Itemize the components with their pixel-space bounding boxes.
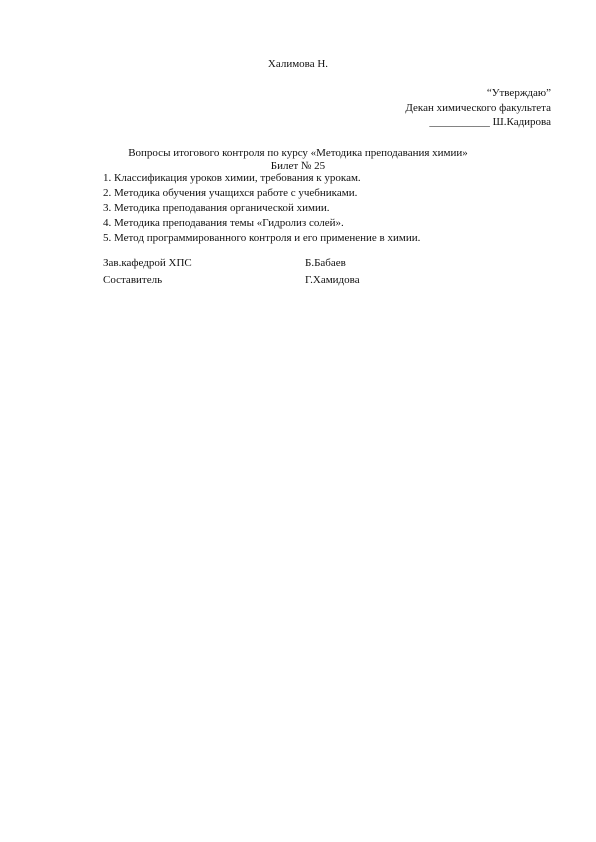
approval-block bbox=[405, 86, 551, 130]
approval-stamp: “Утверждаю” bbox=[486, 87, 551, 99]
document-heading bbox=[0, 146, 596, 172]
signature-row-head bbox=[103, 256, 503, 270]
question-list bbox=[103, 171, 420, 246]
signature-name: Б.Бабаев bbox=[305, 257, 346, 269]
course-title: Вопросы итогового контроля по курсу «Методика преподавания химии» bbox=[128, 147, 468, 159]
question-item: 1. Классификация уроков химии, требования к урокам. bbox=[103, 172, 361, 184]
question-item: 3. Методика преподавания органической химии. bbox=[103, 202, 330, 214]
signature-role: Зав.кафедрой ХПС bbox=[103, 257, 192, 269]
question-item: 5. Метод программированного контроля и его применение в химии. bbox=[103, 232, 421, 244]
signature-role: Составитель bbox=[103, 274, 163, 286]
question-item: 4. Методика преподавания темы «Гидролиз солей». bbox=[103, 217, 344, 229]
approver-position: Декан химического факультета bbox=[405, 101, 551, 114]
question-item: 2. Методика обучения учащихся работе с учебниками. bbox=[103, 187, 358, 199]
ticket-number: Билет № 25 bbox=[270, 160, 326, 172]
signature-name: Г.Хамидова bbox=[305, 274, 360, 286]
approver-signature-line: ___________ Ш.Кадирова bbox=[429, 116, 551, 128]
author-name: Халимова Н. bbox=[267, 58, 329, 70]
signature-row-compiler bbox=[103, 273, 503, 287]
